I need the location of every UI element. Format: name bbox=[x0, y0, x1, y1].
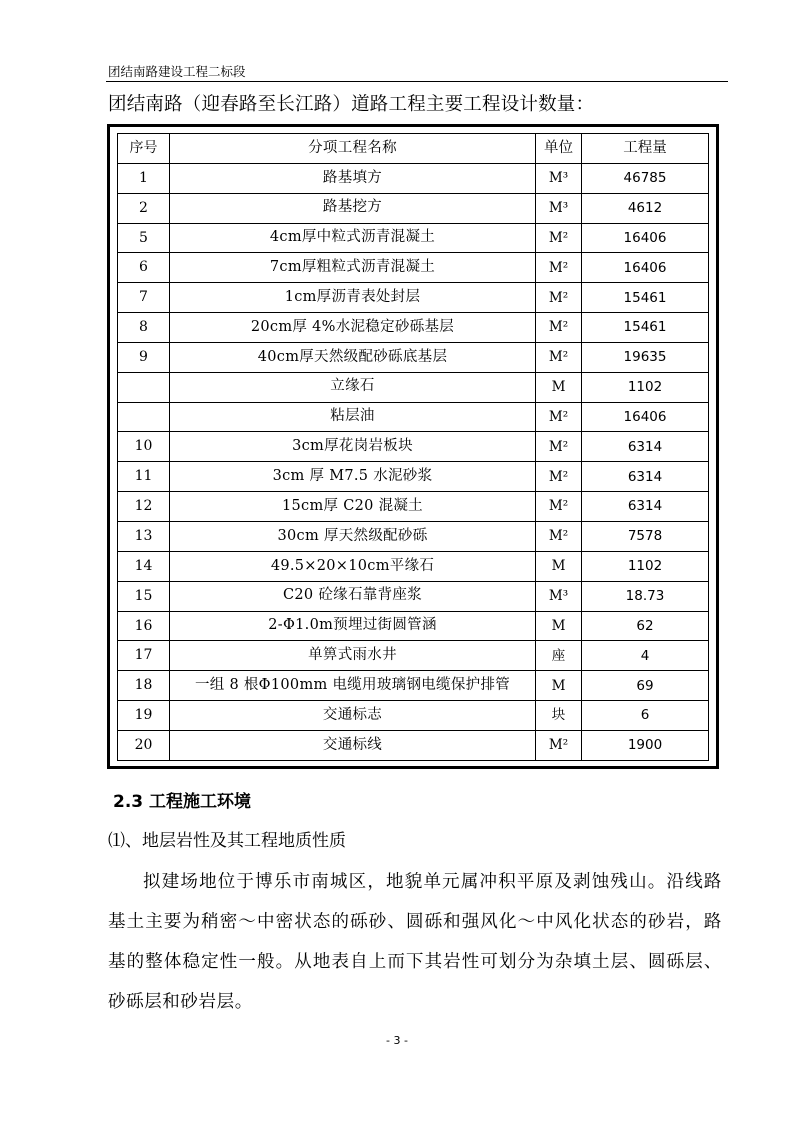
table-row bbox=[118, 223, 709, 253]
row-unit: M bbox=[536, 372, 582, 402]
row-unit: M³ bbox=[536, 193, 582, 223]
table-title: 团结南路（迎春路至长江路）道路工程主要工程设计数量： bbox=[108, 94, 595, 115]
row-no: 5 bbox=[118, 223, 170, 253]
table-row bbox=[118, 730, 709, 760]
row-qty: 69 bbox=[582, 671, 709, 701]
row-name: 30cm 厚天然级配砂砾 bbox=[170, 521, 536, 551]
row-name: 路基填方 bbox=[170, 163, 536, 193]
quantities-table bbox=[117, 133, 709, 761]
row-no: 9 bbox=[118, 342, 170, 372]
row-unit: 块 bbox=[536, 701, 582, 731]
header-qty: 工程量 bbox=[582, 134, 709, 164]
table-row bbox=[118, 551, 709, 581]
row-unit: M³ bbox=[536, 581, 582, 611]
row-name: 3cm厚花岗岩板块 bbox=[170, 432, 536, 462]
row-unit: M² bbox=[536, 283, 582, 313]
row-name: 4cm厚中粒式沥青混凝土 bbox=[170, 223, 536, 253]
row-qty: 1900 bbox=[582, 730, 709, 760]
row-qty: 18.73 bbox=[582, 581, 709, 611]
row-name: 2-Φ1.0m预埋过街圆管涵 bbox=[170, 611, 536, 641]
section-subtitle: ⑴、地层岩性及其工程地质性质 bbox=[108, 831, 346, 851]
row-qty: 46785 bbox=[582, 163, 709, 193]
row-no: 16 bbox=[118, 611, 170, 641]
row-name: 粘层油 bbox=[170, 402, 536, 432]
row-unit: 座 bbox=[536, 641, 582, 671]
row-name: 3cm 厚 M7.5 水泥砂浆 bbox=[170, 462, 536, 492]
row-unit: M² bbox=[536, 492, 582, 522]
row-qty: 4612 bbox=[582, 193, 709, 223]
table-row bbox=[118, 701, 709, 731]
row-unit: M² bbox=[536, 402, 582, 432]
header-no: 序号 bbox=[118, 134, 170, 164]
table-row bbox=[118, 432, 709, 462]
table-row bbox=[118, 462, 709, 492]
section-paragraph: 拟建场地位于博乐市南城区，地貌单元属冲积平原及剥蚀残山。沿线路基土主要为稍密～中密状态的砾砂、圆砾和强风化～中风化状态的砂岩，路基的整体稳定性一般。从地表自上而下其岩性可划分为杂填土层、圆砾层、砂砾层和砂岩层。 bbox=[108, 872, 722, 1012]
table-row bbox=[118, 372, 709, 402]
table-row bbox=[118, 313, 709, 343]
table-header-row bbox=[118, 134, 709, 164]
page-number: - 3 - bbox=[386, 1034, 408, 1047]
row-qty: 1102 bbox=[582, 551, 709, 581]
row-qty: 15461 bbox=[582, 283, 709, 313]
table-row bbox=[118, 163, 709, 193]
row-no: 19 bbox=[118, 701, 170, 731]
row-no bbox=[118, 372, 170, 402]
row-qty: 6314 bbox=[582, 462, 709, 492]
table-row bbox=[118, 521, 709, 551]
row-name: 20cm厚 4%水泥稳定砂砾基层 bbox=[170, 313, 536, 343]
row-unit: M² bbox=[536, 521, 582, 551]
row-unit: M bbox=[536, 551, 582, 581]
row-qty: 6 bbox=[582, 701, 709, 731]
row-no: 1 bbox=[118, 163, 170, 193]
table-row bbox=[118, 581, 709, 611]
row-name: 1cm厚沥青表处封层 bbox=[170, 283, 536, 313]
row-no: 14 bbox=[118, 551, 170, 581]
table-row bbox=[118, 402, 709, 432]
table-row bbox=[118, 611, 709, 641]
row-name: 15cm厚 C20 混凝土 bbox=[170, 492, 536, 522]
row-name: 一组 8 根Φ100mm 电缆用玻璃钢电缆保护排管 bbox=[170, 671, 536, 701]
row-unit: M² bbox=[536, 223, 582, 253]
row-qty: 4 bbox=[582, 641, 709, 671]
table-row bbox=[118, 671, 709, 701]
row-qty: 16406 bbox=[582, 223, 709, 253]
row-no: 7 bbox=[118, 283, 170, 313]
row-qty: 15461 bbox=[582, 313, 709, 343]
row-qty: 6314 bbox=[582, 492, 709, 522]
header-name: 分项工程名称 bbox=[170, 134, 536, 164]
row-name: 立缘石 bbox=[170, 372, 536, 402]
row-no: 12 bbox=[118, 492, 170, 522]
header-unit: 单位 bbox=[536, 134, 582, 164]
table-row bbox=[118, 492, 709, 522]
table-row bbox=[118, 641, 709, 671]
row-no: 6 bbox=[118, 253, 170, 283]
row-name: 7cm厚粗粒式沥青混凝土 bbox=[170, 253, 536, 283]
row-qty: 16406 bbox=[582, 402, 709, 432]
row-name: 交通标线 bbox=[170, 730, 536, 760]
row-no bbox=[118, 402, 170, 432]
row-unit: M² bbox=[536, 432, 582, 462]
row-unit: M bbox=[536, 611, 582, 641]
row-qty: 7578 bbox=[582, 521, 709, 551]
header-rule bbox=[106, 81, 728, 82]
table-row bbox=[118, 253, 709, 283]
row-no: 11 bbox=[118, 462, 170, 492]
document-header: 团结南路建设工程二标段 bbox=[108, 64, 246, 79]
row-no: 15 bbox=[118, 581, 170, 611]
row-qty: 6314 bbox=[582, 432, 709, 462]
row-no: 10 bbox=[118, 432, 170, 462]
row-name: 路基挖方 bbox=[170, 193, 536, 223]
table-row bbox=[118, 193, 709, 223]
row-no: 17 bbox=[118, 641, 170, 671]
row-unit: M² bbox=[536, 342, 582, 372]
row-no: 18 bbox=[118, 671, 170, 701]
row-no: 8 bbox=[118, 313, 170, 343]
row-name: C20 砼缘石靠背座浆 bbox=[170, 581, 536, 611]
row-name: 49.5×20×10cm平缘石 bbox=[170, 551, 536, 581]
section-title: 2.3 工程施工环境 bbox=[113, 792, 252, 812]
row-no: 20 bbox=[118, 730, 170, 760]
row-qty: 1102 bbox=[582, 372, 709, 402]
row-qty: 19635 bbox=[582, 342, 709, 372]
row-name: 单箅式雨水井 bbox=[170, 641, 536, 671]
row-no: 2 bbox=[118, 193, 170, 223]
quantities-table-frame bbox=[107, 124, 719, 769]
table-row bbox=[118, 283, 709, 313]
row-name: 交通标志 bbox=[170, 701, 536, 731]
table-row bbox=[118, 342, 709, 372]
row-qty: 62 bbox=[582, 611, 709, 641]
row-qty: 16406 bbox=[582, 253, 709, 283]
row-unit: M² bbox=[536, 730, 582, 760]
row-unit: M² bbox=[536, 253, 582, 283]
row-no: 13 bbox=[118, 521, 170, 551]
row-name: 40cm厚天然级配砂砾底基层 bbox=[170, 342, 536, 372]
row-unit: M bbox=[536, 671, 582, 701]
row-unit: M² bbox=[536, 462, 582, 492]
row-unit: M² bbox=[536, 313, 582, 343]
row-unit: M³ bbox=[536, 163, 582, 193]
